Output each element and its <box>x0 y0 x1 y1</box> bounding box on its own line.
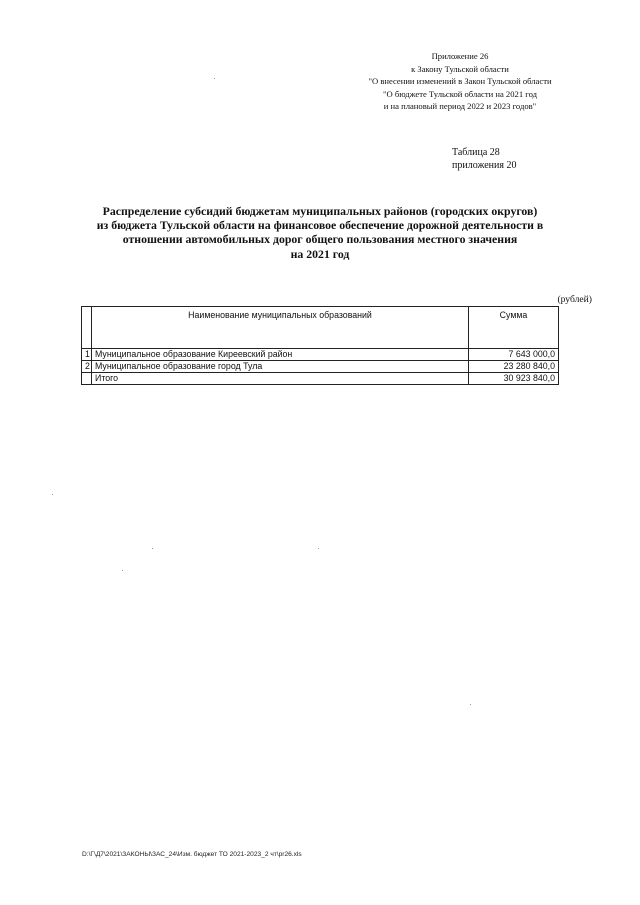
file-path-footer: D:\Г\Д7\2021\ЗАКОНЫ\ЗАС_24\Изм. бюджет ТО 2021-2023_2 чт\pr26.xls <box>82 851 302 858</box>
scan-speck <box>122 570 123 571</box>
appendix-line: и на плановый период 2022 и 2023 годов" <box>383 101 537 112</box>
table-row <box>82 349 559 361</box>
header-num <box>82 307 92 349</box>
title-line: на 2021 год <box>290 246 350 261</box>
appendix-line: "О бюджете Тульской области на 2021 год <box>383 88 537 99</box>
scan-speck <box>470 704 471 705</box>
row-sum: 23 280 840,0 <box>469 361 559 373</box>
subsidy-table <box>81 306 559 385</box>
header-sum: Сумма <box>469 307 559 349</box>
scan-speck <box>214 78 215 79</box>
row-sum: 30 923 840,0 <box>469 373 559 385</box>
document-title <box>60 204 580 261</box>
row-num: 2 <box>82 361 92 373</box>
scan-speck <box>152 548 153 549</box>
header-name: Наименование муниципальных образований <box>92 307 469 349</box>
title-line: отношении автомобильных дорог общего пользования местного значения <box>122 232 518 247</box>
title-line: из бюджета Тульской области на финансовое обеспечение дорожной деятельности в <box>96 218 544 233</box>
row-name: Итого <box>92 373 469 385</box>
row-name: Муниципальное образование город Тула <box>92 361 469 373</box>
units-label: (рублей) <box>557 294 592 305</box>
table-total-row <box>82 373 559 385</box>
row-num <box>82 373 92 385</box>
row-name: Муниципальное образование Киреевский район <box>92 349 469 361</box>
table-ref-line: Таблица 28 <box>452 147 500 158</box>
appendix-header <box>330 50 590 113</box>
scan-speck <box>52 494 53 495</box>
appendix-line: "О внесении изменений в Закон Тульской области <box>368 76 552 87</box>
row-sum: 7 643 000,0 <box>469 349 559 361</box>
table-header-row <box>82 307 559 349</box>
appendix-line: Приложение 26 <box>431 51 489 61</box>
scan-speck <box>318 548 319 549</box>
title-line: Распределение субсидий бюджетам муниципальных районов (городских округов) <box>102 204 538 218</box>
row-num: 1 <box>82 349 92 361</box>
appendix-line: к Закону Тульской области <box>411 63 509 74</box>
table-reference <box>452 146 572 172</box>
table-ref-line: приложения 20 <box>452 160 517 171</box>
table-row <box>82 361 559 373</box>
